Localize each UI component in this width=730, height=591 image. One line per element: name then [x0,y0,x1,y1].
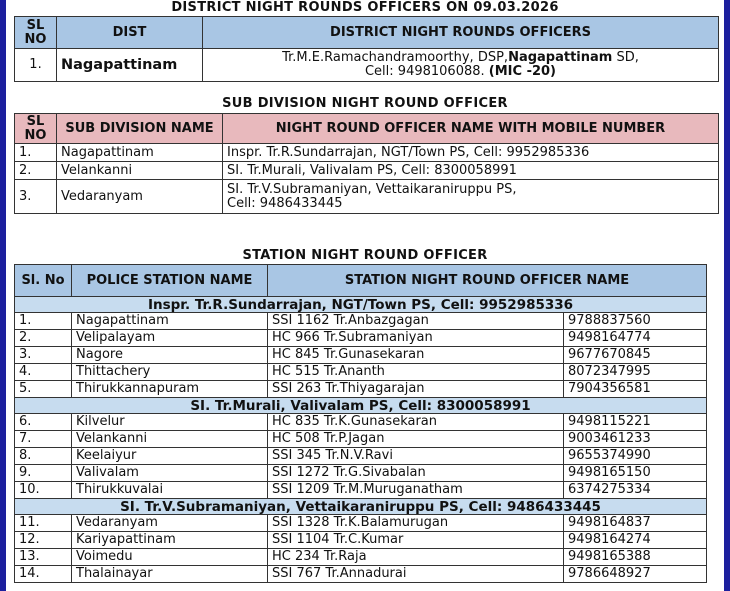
station-officer-cell: HC 234 Tr.Raja [268,549,564,566]
subdivision-section-title: SUB DIVISION NIGHT ROUND OFFICER [222,96,508,111]
station-name-cell: Thirukkannapuram [72,381,268,398]
subdivision-name-cell: Vedaranyam [57,180,223,214]
night-round-officer-line1: SI. Tr.V.Subramaniyan, Vettaikaraniruppu PS, [227,181,517,197]
station-name-cell: Nagore [72,347,268,364]
group-header-officer: SI. Tr.Murali, Valivalam PS, Cell: 8300058991 [15,398,707,414]
station-officer-cell: HC 515 Tr.Ananth [268,364,564,381]
station-officer-header: STATION NIGHT ROUND OFFICER NAME [268,265,707,297]
sl-no-cell: 2. [15,330,72,347]
station-name-cell: Voimedu [72,549,268,566]
group-header-row [15,398,707,414]
night-round-officer-cell: SI. Tr.Murali, Valivalam PS, Cell: 8300058991 [223,162,719,180]
sl-no-header: Sl. No [15,265,72,297]
phone-number-cell: 9498164274 [564,532,707,549]
group-header-row [15,297,707,313]
station-name-cell: Valivalam [72,465,268,482]
district-officer-mic: (MIC -20) [488,64,556,79]
station-name-cell: Nagapattinam [72,313,268,330]
phone-number-cell: 9498165150 [564,465,707,482]
station-row [15,532,707,549]
sl-no-cell: 2. [15,162,57,180]
station-table-header-row [15,265,707,297]
sl-no-cell: 12. [15,532,72,549]
district-name-cell: Nagapattinam [57,49,203,82]
sl-no-cell: 1. [15,313,72,330]
sl-no-header: SL NO [15,114,57,144]
phone-number-cell: 9786648927 [564,566,707,583]
sl-no-cell: 3. [15,347,72,364]
district-officer-sd-suffix: SD, [612,50,639,65]
station-officer-cell: HC 966 Tr.Subramaniyan [268,330,564,347]
station-row [15,330,707,347]
subdivision-table-header-row [15,114,719,144]
night-round-officer-cell: Inspr. Tr.R.Sundarrajan, NGT/Town PS, Cell: 9952985336 [223,144,719,162]
subdivision-row [15,180,719,214]
phone-number-cell: 6374275334 [564,482,707,499]
station-row [15,566,707,583]
district-table-header-row [15,17,719,49]
night-round-officer-header: NIGHT ROUND OFFICER NAME WITH MOBILE NUMBER [223,114,719,144]
station-name-cell: Thalainayar [72,566,268,583]
phone-number-cell: 9788837560 [564,313,707,330]
station-name-cell: Kariyapattinam [72,532,268,549]
subdivision-officers-table [14,113,719,214]
station-row [15,347,707,364]
phone-number-cell: 9003461233 [564,431,707,448]
station-officer-cell: SSI 767 Tr.Annadurai [268,566,564,583]
phone-number-cell: 9498115221 [564,414,707,431]
station-name-cell: Velankanni [72,431,268,448]
sl-no-cell: 10. [15,482,72,499]
district-officer-sd-bold: Nagapattinam [508,50,613,65]
sl-no-cell: 1. [15,49,57,82]
subdivision-name-cell: Nagapattinam [57,144,223,162]
station-row [15,364,707,381]
station-row [15,448,707,465]
document-page [6,0,724,591]
station-officer-cell: SSI 1272 Tr.G.Sivabalan [268,465,564,482]
phone-number-cell: 9655374990 [564,448,707,465]
police-station-header: POLICE STATION NAME [72,265,268,297]
station-row [15,313,707,330]
district-officer-cell-number: Cell: 9498106088. [364,64,485,79]
sl-no-cell: 8. [15,448,72,465]
station-row [15,414,707,431]
station-name-cell: Kilvelur [72,414,268,431]
station-row [15,515,707,532]
station-name-cell: Thirukkuvalai [72,482,268,499]
sl-no-cell: 11. [15,515,72,532]
sl-no-cell: 3. [15,180,57,214]
station-row [15,465,707,482]
station-officer-cell: SSI 263 Tr.Thiyagarajan [268,381,564,398]
district-officer-cell [203,49,719,82]
station-officer-cell: HC 835 Tr.K.Gunasekaran [268,414,564,431]
station-row [15,381,707,398]
station-row [15,431,707,448]
sl-no-cell: 6. [15,414,72,431]
station-row [15,482,707,499]
station-table-body [15,297,707,583]
sl-no-cell: 5. [15,381,72,398]
station-officer-cell: SSI 1162 Tr.Anbazgagan [268,313,564,330]
group-header-officer: Inspr. Tr.R.Sundarrajan, NGT/Town PS, Cell: 9952985336 [15,297,707,313]
phone-number-cell: 9498165388 [564,549,707,566]
group-header-officer: SI. Tr.V.Subramaniyan, Vettaikaraniruppu PS, Cell: 9486433445 [15,499,707,515]
sl-no-cell: 9. [15,465,72,482]
sl-no-cell: 14. [15,566,72,583]
sl-no-cell: 1. [15,144,57,162]
station-row [15,549,707,566]
station-officer-cell: SSI 1328 Tr.K.Balamurugan [268,515,564,532]
station-officer-cell: HC 508 Tr.P.Jagan [268,431,564,448]
sl-no-cell: 7. [15,431,72,448]
dist-header: DIST [57,17,203,49]
station-officer-cell: SSI 345 Tr.N.V.Ravi [268,448,564,465]
night-round-officer-line2: Cell: 9486433445 [227,195,343,211]
station-name-cell: Velipalayam [72,330,268,347]
subdivision-row [15,144,719,162]
station-officer-cell: SSI 1209 Tr.M.Muruganatham [268,482,564,499]
sl-no-header: SL NO [15,17,57,49]
subdivision-name-cell: Velankanni [57,162,223,180]
phone-number-cell: 9498164774 [564,330,707,347]
sl-no-cell: 13. [15,549,72,566]
district-table-row [15,49,719,82]
district-officer-name: Tr.M.E.Ramachandramoorthy, DSP, [282,50,509,65]
station-officer-cell: SSI 1104 Tr.C.Kumar [268,532,564,549]
night-round-officer-cell [223,180,719,214]
phone-number-cell: 9498164837 [564,515,707,532]
subdivision-name-header: SUB DIVISION NAME [57,114,223,144]
group-header-row [15,499,707,515]
district-section-title: DISTRICT NIGHT ROUNDS OFFICERS ON 09.03.2026 [171,0,559,15]
phone-number-cell: 8072347995 [564,364,707,381]
station-officer-cell: HC 845 Tr.Gunasekaran [268,347,564,364]
district-officers-header: DISTRICT NIGHT ROUNDS OFFICERS [203,17,719,49]
station-section-title: STATION NIGHT ROUND OFFICER [242,248,488,263]
phone-number-cell: 7904356581 [564,381,707,398]
station-name-cell: Vedaranyam [72,515,268,532]
sl-no-cell: 4. [15,364,72,381]
phone-number-cell: 9677670845 [564,347,707,364]
station-name-cell: Keelaiyur [72,448,268,465]
subdivision-row [15,162,719,180]
district-officers-table [14,16,719,82]
station-name-cell: Thittachery [72,364,268,381]
station-officers-table [14,264,707,583]
